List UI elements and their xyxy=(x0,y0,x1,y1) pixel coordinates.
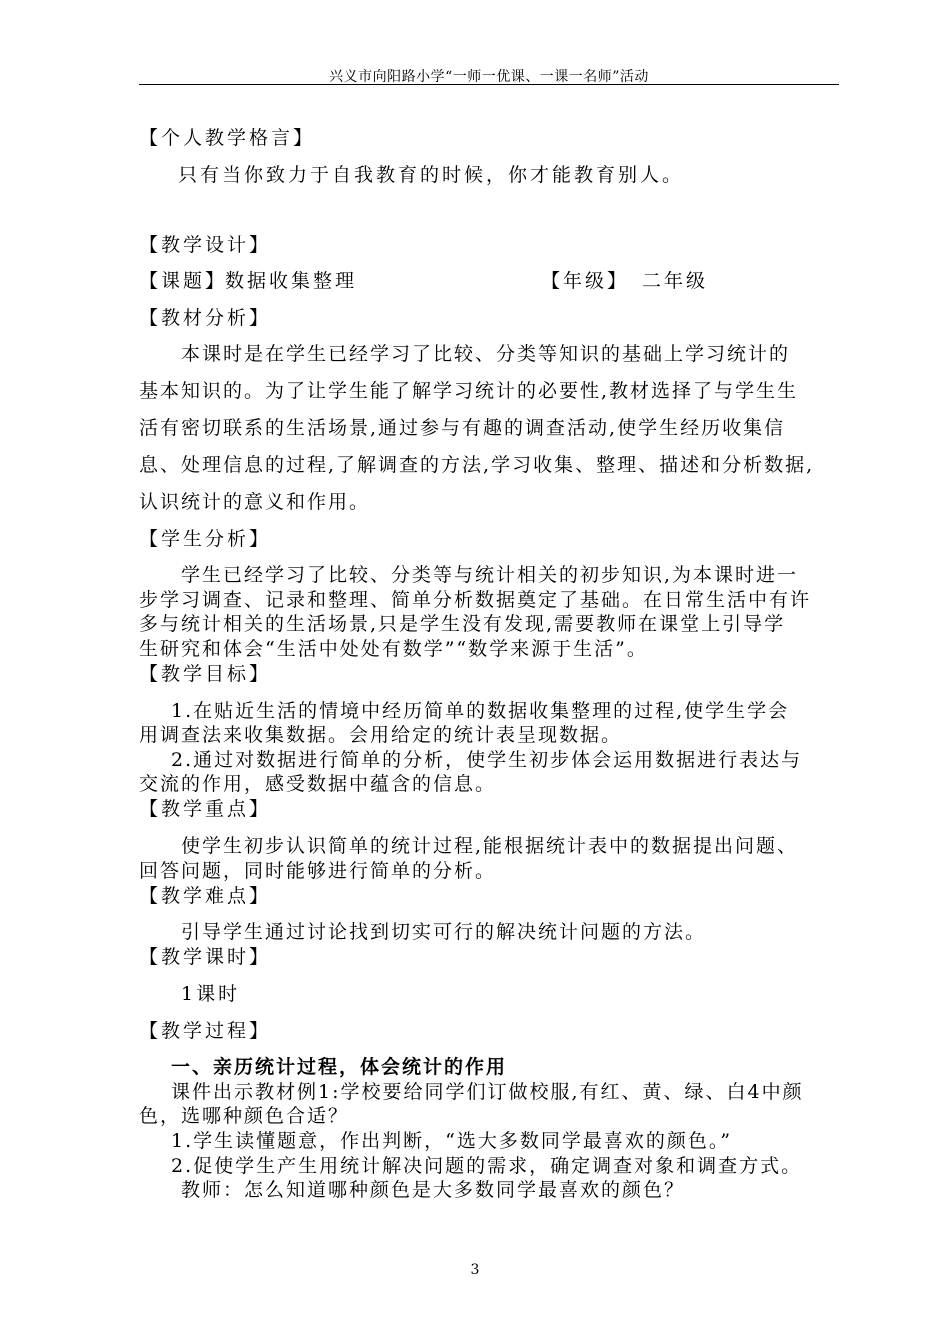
design-heading: 【教学设计】 xyxy=(139,234,272,256)
process-line: 教师：怎么知道哪种颜色是大多数同学最喜欢的颜色？ xyxy=(181,1179,686,1201)
process-line: 2.促使学生产生用统计解决问题的需求，确定调查对象和调查方式。 xyxy=(171,1155,803,1177)
topic-label: 【课题】 xyxy=(139,270,228,292)
students-line: 步学习调查、记录和整理、简单分析数据奠定了基础。在日常生活中有许 xyxy=(139,589,812,611)
students-heading: 【学生分析】 xyxy=(139,528,272,550)
keypoints-line: 使学生初步认识简单的统计过程,能根据统计表中的数据提出问题、 xyxy=(181,835,799,857)
material-line: 基本知识的。为了让学生能了解学习统计的必要性,教材选择了与学生生 xyxy=(139,380,799,402)
page-header: 兴义市向阳路小学“一师一优课、一课一名师”活动 xyxy=(329,69,649,85)
goals-line: 用调查法来收集数据。会用给定的统计表呈现数据。 xyxy=(139,724,623,746)
material-line: 活有密切联系的生活场景,通过参与有趣的调查活动,使学生经历收集信 xyxy=(139,417,786,439)
students-line: 多与统计相关的生活场景,只是学生没有发现,需要教师在课堂上引导学 xyxy=(139,613,786,635)
difficulty-heading: 【教学难点】 xyxy=(139,885,272,907)
motto-heading: 【个人教学格言】 xyxy=(139,127,316,149)
students-line: 生研究和体会“生活中处处有数学”“数学来源于生活”。 xyxy=(139,638,648,660)
header-rule xyxy=(139,84,839,85)
topic-value: 数据收集整理 xyxy=(225,270,358,292)
goals-line: 1.在贴近生活的情境中经历简单的数据收集整理的过程,使学生学会 xyxy=(171,700,790,722)
hours-text: 1课时 xyxy=(181,983,241,1005)
motto-text: 只有当你致力于自我教育的时候，你才能教育别人。 xyxy=(178,164,685,186)
page-number: 3 xyxy=(470,1262,480,1278)
goals-line: 交流的作用，感受数据中蕴含的信息。 xyxy=(139,773,497,795)
process-heading: 【教学过程】 xyxy=(139,1020,272,1042)
process-line: 色，选哪种颜色合适？ xyxy=(139,1105,350,1127)
difficulty-text: 引导学生通过讨论找到切实可行的解决统计问题的方法。 xyxy=(181,921,707,943)
goals-line: 2.通过对数据进行简单的分析，使学生初步体会运用数据进行表达与 xyxy=(171,749,803,771)
hours-heading: 【教学课时】 xyxy=(139,946,272,968)
material-heading: 【教材分析】 xyxy=(139,307,272,329)
process-line: 课件出示教材例1:学校要给同学们订做校服,有红、黄、绿、白4中颜 xyxy=(171,1081,804,1103)
material-line: 认识统计的意义和作用。 xyxy=(139,491,371,513)
keypoints-line: 回答问题，同时能够进行简单的分析。 xyxy=(139,860,497,882)
goals-heading: 【教学目标】 xyxy=(139,663,272,685)
keypoints-heading: 【教学重点】 xyxy=(139,798,272,820)
grade-value: 二年级 xyxy=(642,270,709,292)
process-section-title: 一、亲历统计过程，体会统计的作用 xyxy=(171,1056,508,1078)
material-line: 本课时是在学生已经学习了比较、分类等知识的基础上学习统计的 xyxy=(181,343,791,365)
material-line: 息、处理信息的过程,了解调查的方法,学习收集、整理、描述和分析数据, xyxy=(139,454,815,476)
process-line: 1.学生读懂题意，作出判断，“选大多数同学最喜欢的颜色。” xyxy=(171,1130,733,1152)
students-line: 学生已经学习了比较、分类等与统计相关的初步知识,为本课时进一 xyxy=(181,564,799,586)
grade-label: 【年级】 xyxy=(541,270,630,292)
